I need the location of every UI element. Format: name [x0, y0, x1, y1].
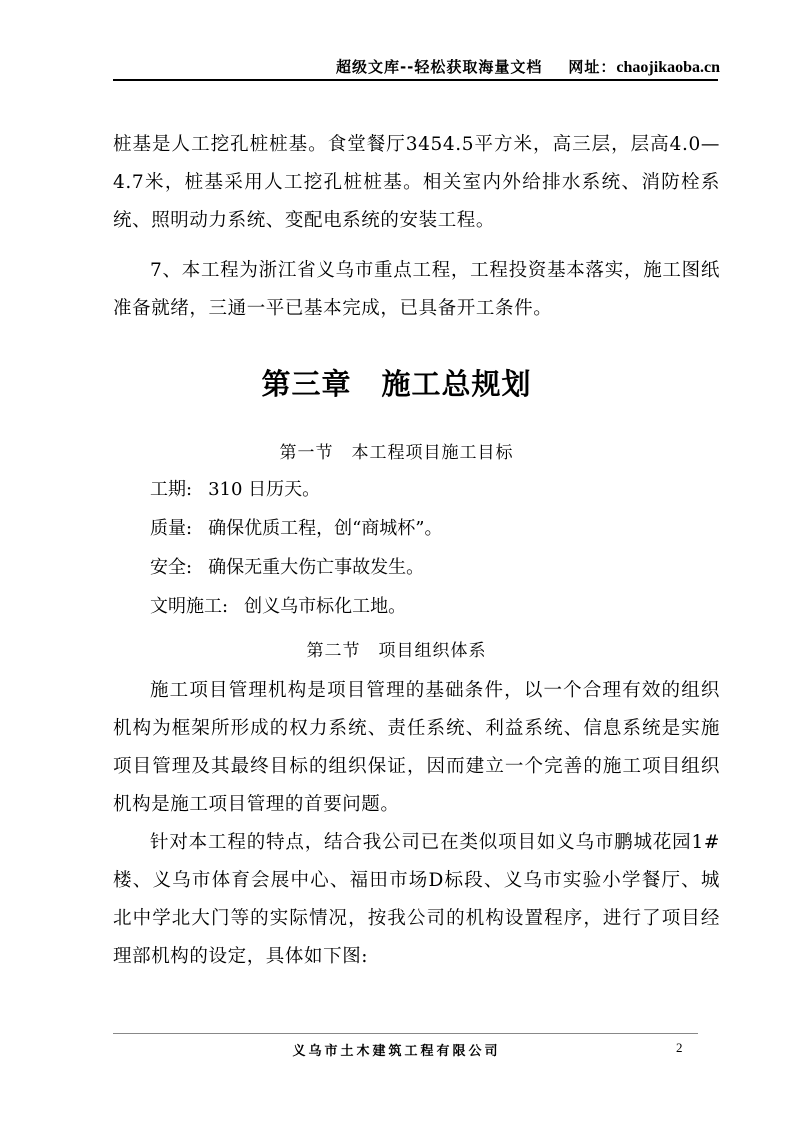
goal-value: 创义乌市标化工地。 — [244, 596, 407, 617]
goal-key: 安全: — [150, 557, 193, 578]
goal-schedule — [150, 478, 320, 502]
header-library-name: 超级文库--轻松获取海量文档 — [335, 58, 543, 76]
section-2-title: 第二节 项目组织体系 — [306, 641, 487, 661]
paragraph-foundation: 桩基是人工挖孔桩桩基。食堂餐厅3454.5平方米，高三层，层高4.0—4.7米，桩基采用人工挖孔桩桩基。相关室内外给排水系统、消防栓系统、照明动力系统、变配电系统的安装工程。 — [113, 134, 720, 231]
goal-safety — [150, 556, 424, 580]
goal-quality — [150, 517, 442, 541]
goal-key: 质量: — [150, 518, 193, 539]
section-1-title: 第一节 本工程项目施工目标 — [279, 443, 514, 463]
goal-civilized-construction — [150, 595, 406, 619]
footer-company: 义乌市土木建筑工程有限公司 — [292, 1044, 501, 1059]
paragraph-project-status: 7、本工程为浙江省义乌市重点工程，工程投资基本落实，施工图纸准备就绪，三通一平已基本完成，已具备开工条件。 — [113, 260, 720, 319]
goal-value: 310 日历天。 — [208, 479, 321, 500]
goal-value: 确保无重大伤亡事故发生。 — [208, 557, 425, 578]
footer-divider — [113, 1033, 698, 1034]
goal-value: 确保优质工程，创“商城杯”。 — [208, 518, 443, 539]
header-divider — [113, 79, 718, 81]
header-text — [300, 56, 720, 77]
chapter-title: 第三章 施工总规划 — [261, 367, 532, 401]
header-url-label: 网址： — [568, 58, 617, 76]
paragraph-organization: 施工项目管理机构是项目管理的基础条件，以一个合理有效的组织机构为框架所形成的权力系统、责任系统、利益系统、信息系统是实施项目管理及其最终目标的组织保证，因而建立一个完善的施工项目组织机构是施工项目管理的首要问题。 — [113, 680, 720, 815]
paragraph-setup: 针对本工程的特点，结合我公司已在类似项目如义乌市鹏城花园1#楼、义乌市体育会展中心、福田市场D标段、义乌市实验小学餐厅、城北中学北大门等的实际情况，按我公司的机构设置程序，进行了项目经理部机构的设定，具体如下图: — [113, 832, 720, 967]
goal-key: 文明施工: — [150, 596, 229, 617]
page-number: 2 — [676, 1040, 683, 1055]
header-url: chaojikaoba.cn — [616, 59, 720, 76]
goal-key: 工期: — [150, 479, 193, 500]
